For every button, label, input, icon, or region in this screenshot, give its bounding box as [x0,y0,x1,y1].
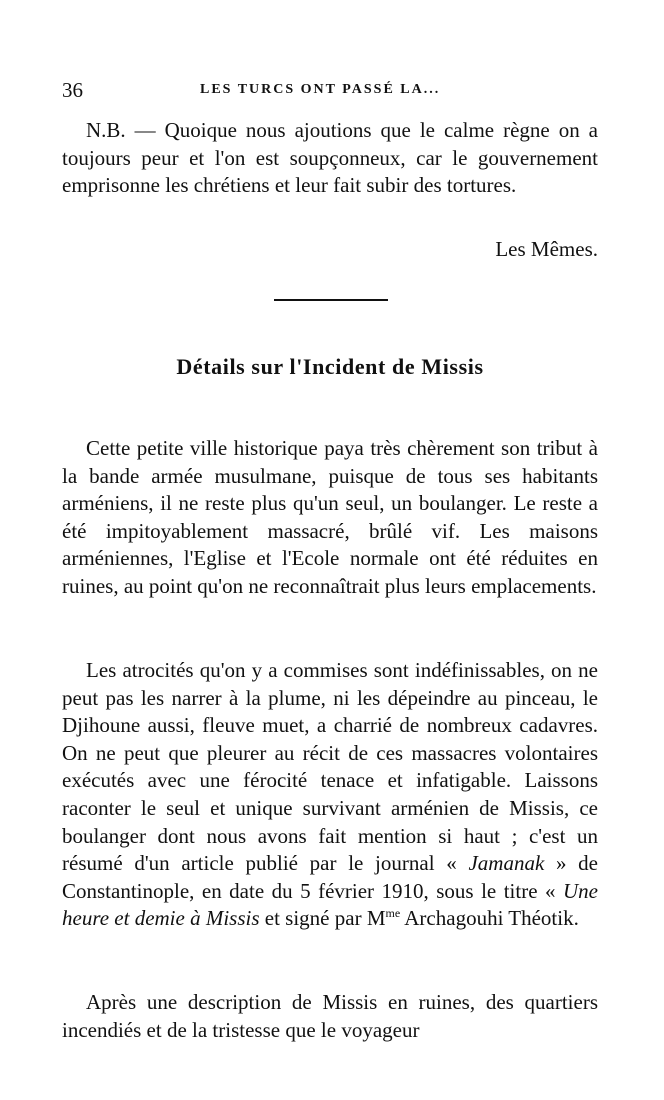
book-page [62,0,598,1100]
paragraph-3: Après une description de Missis en ruines, des quartiers incendiés et de la tristesse que le voyageur [62,990,598,1042]
paragraph-1: Cette petite ville historique paya très chèrement son tribut à la bande armée musulmane, puisque de tous ses habitants arméniens, il ne reste plus qu'un seul, un boulanger. Le reste a été impitoyablement massacré, brûlé vif. Les maisons arméniennes, l'Eglise et l'Ecole normale ont été réduites en ruines, au point qu'on ne reconnaîtrait plus leurs emplacements. [62,436,598,598]
section-heading: Détails sur l'Incident de Missis [176,354,484,379]
article-title: Une heure et demie à Missis [62,878,598,931]
paragraph-2-text: Archagouhi Théotik. [400,906,579,931]
journal-name: Jamanak [468,851,545,876]
section-divider [274,299,388,301]
honorific-superscript: me [385,906,401,921]
nb-paragraph: N.B. — Quoique nous ajoutions que le calme règne on a toujours peur et l'on est soupçonneux, car le gouvernement emprisonne les chrétiens et leur fait subir des tortures. [62,118,598,198]
running-title: LES TURCS ONT PASSÉ LA... [200,82,441,97]
paragraph-2-text: Les atrocités qu'on y a commises sont indéfinissables, on ne peut pas les narrer à la plume, ni les dépeindre au pinceau, le Djihoune aussi, fleuve muet, a charrié de nombreux cadavres. On ne peut que pleurer au récit de ces massacres volontaires exécutés avec une férocité tenace et infatigable. Laissons raconter le seul et unique survivant arménien de Missis, ce boulanger dont nous avons fait mention si haut ; c'est un résumé d'un article publié par le journal « [62,658,598,876]
signature: Les Mêmes. [495,237,598,261]
paragraph-2 [62,657,598,933]
paragraph-2-text: et signé par M [259,906,386,931]
running-head [62,78,598,104]
page-number: 36 [62,78,83,102]
paragraph-2-text: » de Constantinople, en date du 5 février 1910, sous le titre « [62,851,598,903]
